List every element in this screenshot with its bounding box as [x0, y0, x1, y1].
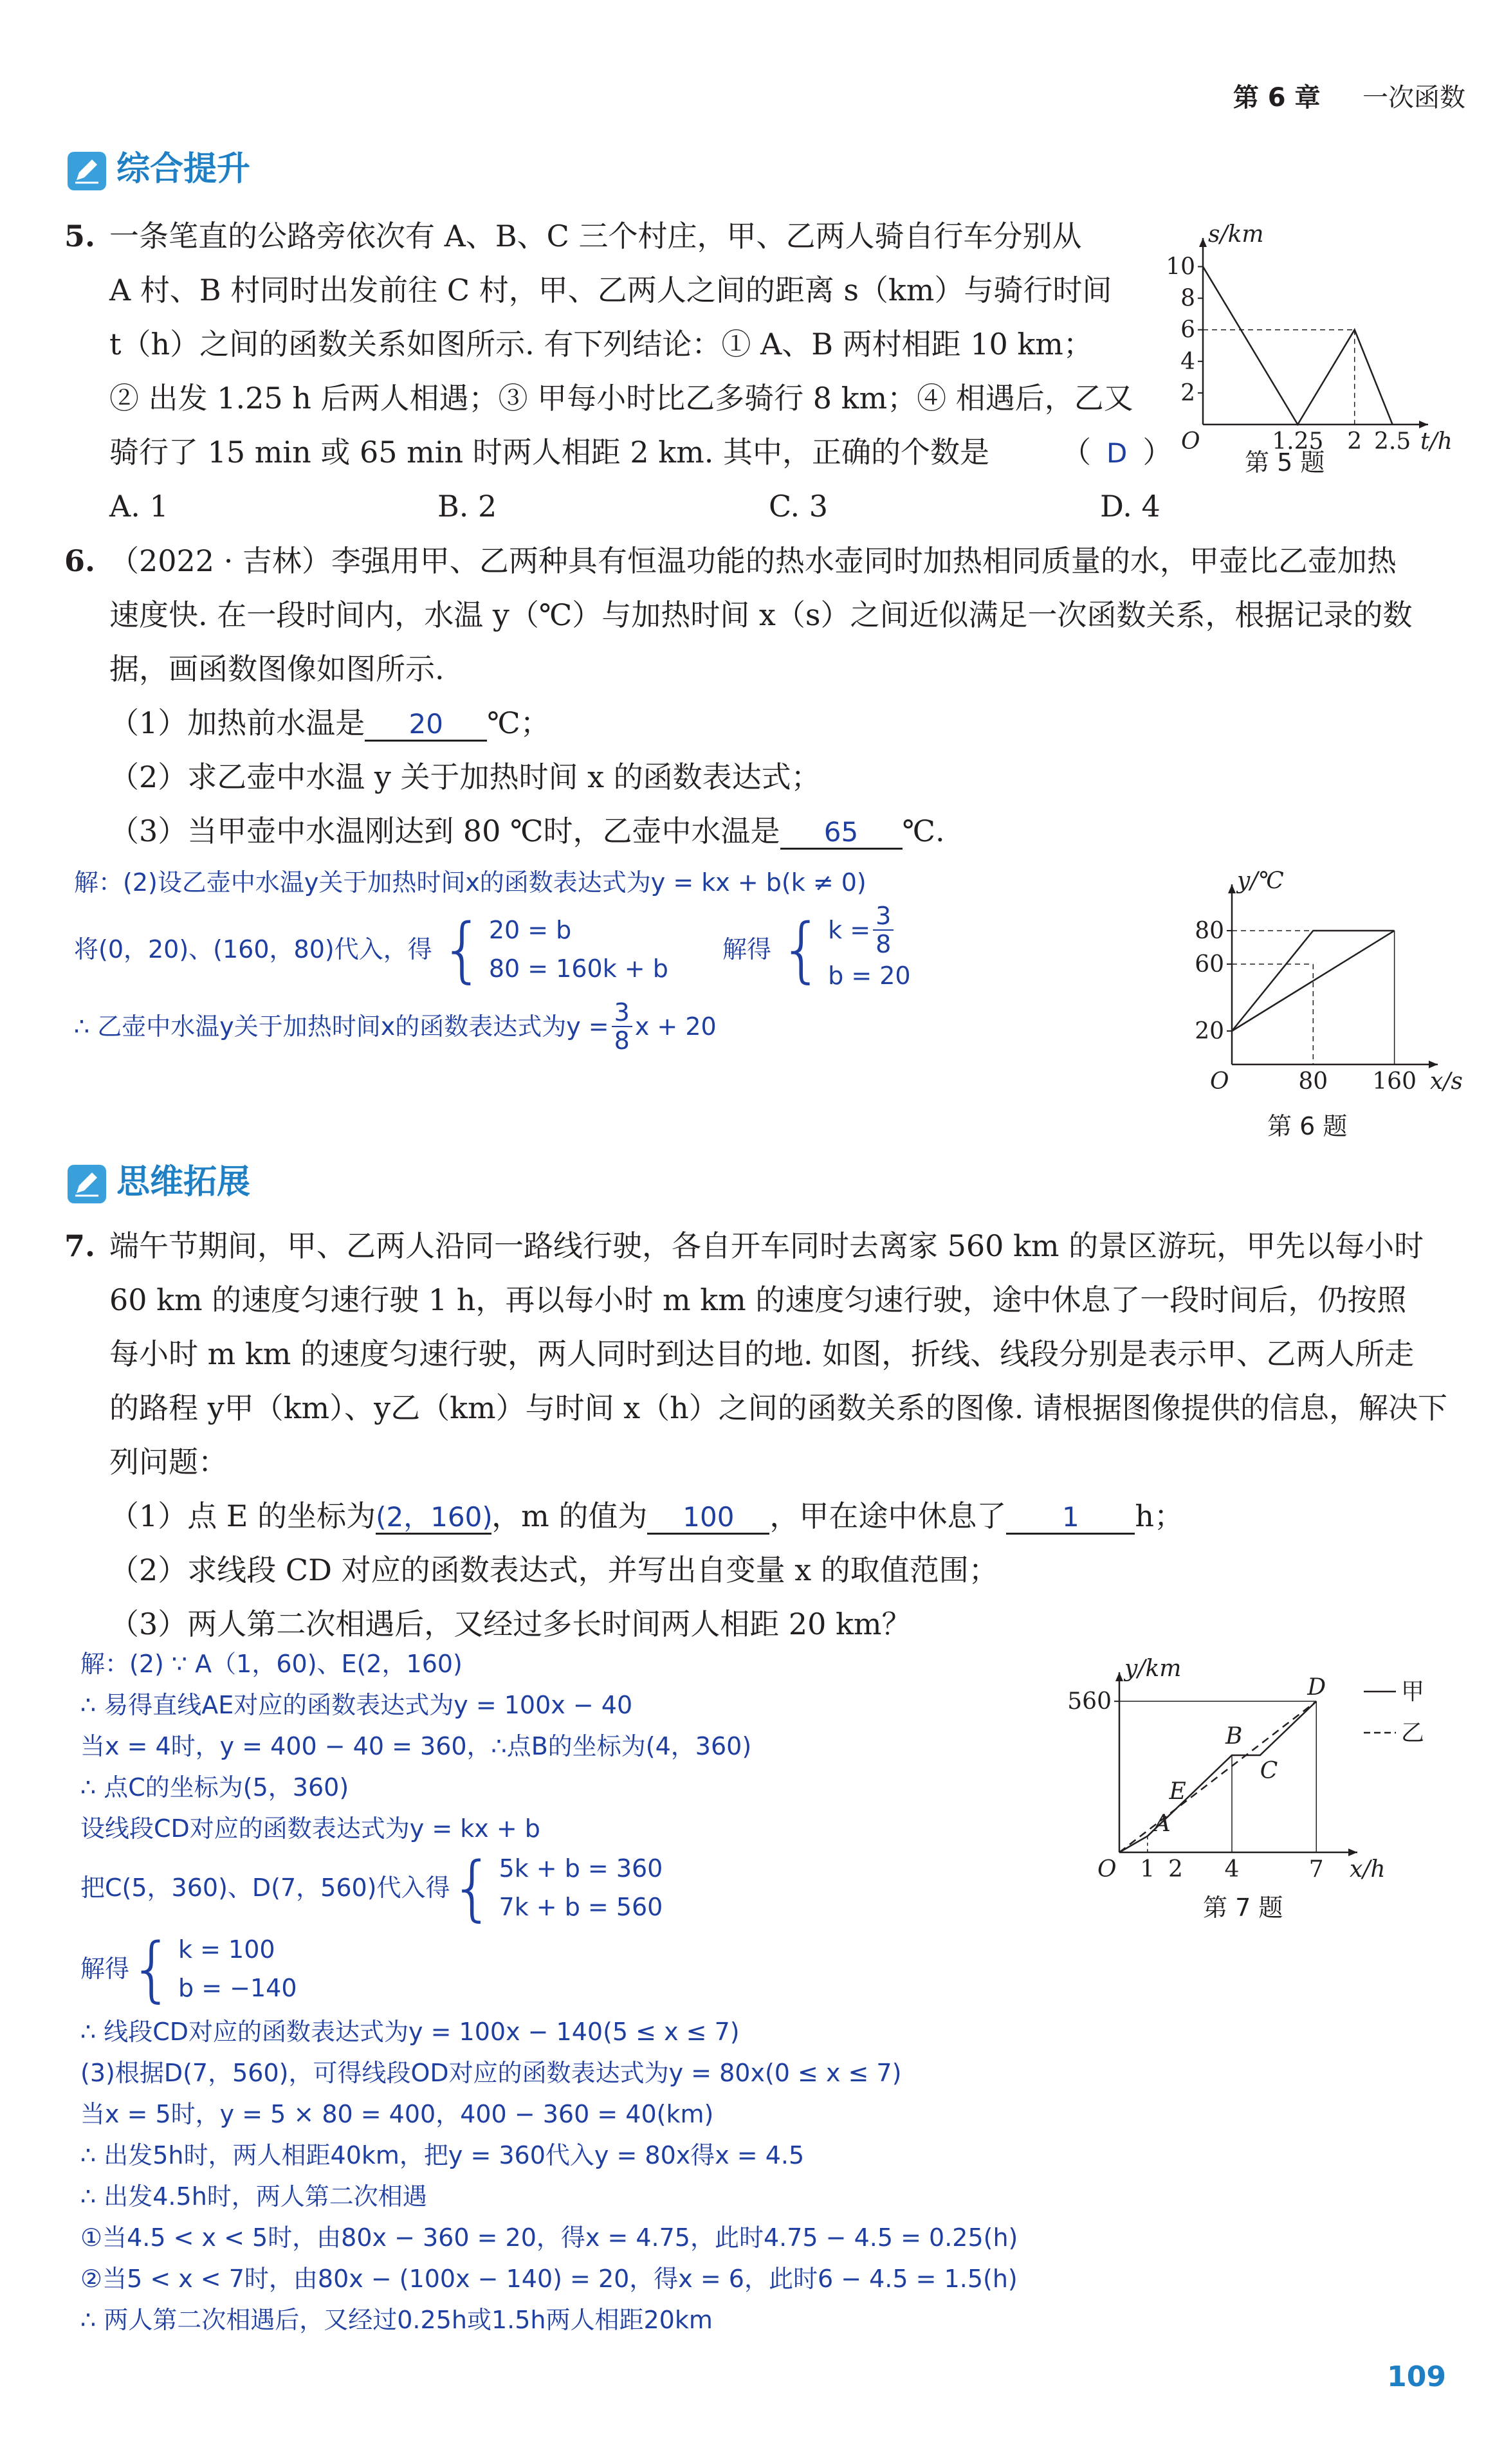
q5-caption: 第 5 题 — [1245, 448, 1325, 477]
q7-answer-3: 1 — [1061, 1501, 1079, 1533]
q5-line-4: ② 出发 1.25 h 后两人相遇；③ 甲每小时比乙多骑行 8 km；④ 相遇后，乙又 — [109, 381, 1133, 415]
series-line-yi — [1232, 931, 1395, 1031]
chart-q5 — [1151, 206, 1454, 476]
y-tick-label: 560 — [1067, 1688, 1112, 1715]
option-a: A. 1 — [109, 489, 169, 524]
point-label-c: C — [1260, 1758, 1278, 1785]
chart-q7 — [1055, 1653, 1454, 1891]
q6-sub-1: （1）加热前水温是 20 ℃； — [109, 706, 550, 740]
option-d: D. 4 — [1100, 489, 1160, 524]
y-tick-label: 10 — [1166, 253, 1195, 280]
q6-line-2: 速度快. 在一段时间内，水温 y（℃）与加热时间 x（s）之间近似满足一次函数关系，根据记录的数 — [109, 598, 1413, 632]
q7-sol-line-8: 当x = 5时，y = 5 × 80 = 400，400 − 360 = 40(km) — [80, 2100, 714, 2128]
origin-label: O — [1097, 1856, 1117, 1883]
q7-sol-line-3: 当x = 4时，y = 400 − 40 = 360，∴点B的坐标为(4，360) — [80, 1732, 752, 1760]
question-number: 6. — [64, 543, 96, 578]
chapter-title: 一次函数 — [1362, 83, 1465, 113]
section-title-2: 思维拓展 — [68, 1154, 250, 1203]
x-tick-label: 4 — [1224, 1856, 1240, 1883]
q6-answer-3: 65 — [823, 816, 859, 848]
question-number: 5. — [64, 219, 96, 253]
y-axis-arrow — [1228, 884, 1236, 893]
series-line-s — [1203, 267, 1393, 424]
y-tick-label: 8 — [1180, 285, 1195, 312]
q6-sub-3: （3）当甲壶中水温刚达到 80 ℃时，乙壶中水温是 65 ℃. — [109, 814, 945, 848]
x-tick-label: 80 — [1298, 1068, 1328, 1095]
page-header — [1233, 77, 1465, 114]
y-axis-arrow — [1115, 1672, 1123, 1681]
legend-label-yi: 乙 — [1401, 1720, 1425, 1746]
q7-solution — [80, 1643, 1018, 2341]
q7-sol-line-4: ∴ 点C的坐标为(5，360) — [80, 1773, 349, 1802]
question-number: 7. — [64, 1228, 96, 1263]
q7-line-4: 的路程 y甲（km）、y乙（km）与时间 x（h）之间的函数关系的图像. 请根据图像提供的信息，解决下 — [109, 1391, 1448, 1425]
y-tick-label: 2 — [1180, 379, 1195, 406]
y-tick-label: 6 — [1180, 316, 1195, 343]
q7-answer-1: (2，160) — [376, 1501, 493, 1533]
q6-line-3: 据，画函数图像如图所示. — [109, 652, 445, 686]
origin-label: O — [1210, 1068, 1229, 1095]
q7-sol-line-10: ∴ 出发4.5h时，两人第二次相遇 — [80, 2182, 427, 2211]
legend-label-jia: 甲 — [1401, 1679, 1425, 1705]
q6-caption: 第 6 题 — [1267, 1112, 1348, 1140]
q7-sol-line-12: ②当5 < x < 7时，由80x − (100x − 140) = 20，得x = 6，此时6 − 4.5 = 1.5(h) — [80, 2265, 1018, 2293]
q5-answer: D — [1106, 437, 1128, 469]
chart-q6 — [1171, 865, 1463, 1109]
q7-sol-line-9: ∴ 出发5h时，两人相距40km，把y = 360代入y = 80x得x = 4.5 — [80, 2141, 805, 2169]
point-label-a: A — [1153, 1810, 1171, 1837]
q7-sol-system-2: 解得{ k = 100 b = −140 — [80, 1928, 297, 2010]
q7-sol-line-5: 设线段CD对应的函数表达式为y = kx + b — [80, 1814, 540, 1843]
x-tick-label: 2 — [1347, 428, 1362, 455]
x-axis-label: x/s — [1430, 1068, 1463, 1095]
q7-line-3: 每小时 m km 的速度匀速行驶，两人同时到达目的地. 如图，折线、线段分别是表示甲、乙两人所走 — [109, 1337, 1415, 1371]
y-tick-label: 20 — [1195, 1018, 1224, 1045]
x-tick-label: 1.25 — [1272, 428, 1324, 455]
q6-sol-line-3: ∴ 乙壶中水温y关于加热时间x的函数表达式为y = $\frac{3}{8}$ x + 20 — [74, 998, 717, 1055]
q7-sol-line-6: ∴ 线段CD对应的函数表达式为y = 100x − 140(5 ≤ x ≤ 7) — [80, 2018, 740, 2046]
y-tick-label: 60 — [1195, 951, 1224, 978]
q5-line-3: t（h）之间的函数关系如图所示. 有下列结论：① A、B 两村相距 10 km； — [109, 327, 1093, 361]
answer-bracket: （ D ） — [1061, 435, 1173, 470]
q7-sub-3: （3）两人第二次相遇后，又经过多长时间两人相距 20 km？ — [109, 1607, 912, 1641]
q7-sol-system-1: 把C(5，360)、D(7，560)代入得{ 5k + b = 360 7k + b = 560 — [80, 1847, 663, 1929]
x-axis-arrow — [1429, 1061, 1438, 1068]
x-axis-label: t/h — [1420, 428, 1453, 455]
x-axis-arrow — [1419, 421, 1428, 428]
point-label-b: B — [1225, 1723, 1243, 1750]
q5-line-5: 骑行了 15 min 或 65 min 时两人相距 2 km. 其中，正确的个数是 （ D ） — [109, 425, 1203, 479]
pencil-icon — [68, 1165, 106, 1203]
q7-sub-1: （1）点 E 的坐标为(2，160)，m 的值为 100 ，甲在途中休息了 1 h； — [109, 1499, 1184, 1533]
q6-sol-line-2: 将(0，20)、(160，80)代入，得 { 20 = b 80 = 160k + b 解得 { k = $\frac{3}{8}$ b = 20 — [74, 902, 911, 990]
x-tick-label: 7 — [1308, 1856, 1324, 1883]
x-tick-label: 2.5 — [1374, 428, 1411, 455]
q7-sol-line-1: 解：(2) ∵ A（1，60)、E(2，160) — [80, 1650, 463, 1678]
section-title-1: 综合提升 — [68, 141, 250, 190]
x-axis-arrow — [1348, 1848, 1357, 1856]
point-label-e: E — [1169, 1778, 1186, 1805]
q6-sub-2: （2）求乙壶中水温 y 关于加热时间 x 的函数表达式； — [109, 760, 821, 794]
pencil-icon — [68, 152, 106, 190]
y-axis-label: y/℃ — [1237, 868, 1284, 894]
q7-line-2: 60 km 的速度匀速行驶 1 h，再以每小时 m km 的速度匀速行驶，途中休息了一段时间后，仍按照 — [109, 1282, 1407, 1317]
x-tick-label: 1 — [1140, 1856, 1155, 1883]
x-tick-label: 160 — [1372, 1068, 1417, 1095]
y-axis-label: s/km — [1208, 221, 1264, 248]
page-number: 109 — [1387, 2360, 1446, 2393]
q7-sol-line-2: ∴ 易得直线AE对应的函数表达式为y = 100x − 40 — [80, 1691, 633, 1719]
x-tick-label: 2 — [1168, 1856, 1183, 1883]
q7-sub-2: （2）求线段 CD 对应的函数表达式，并写出自变量 x 的取值范围； — [109, 1553, 998, 1587]
y-axis-label: y/km — [1124, 1656, 1182, 1682]
y-axis-arrow — [1199, 238, 1207, 247]
q7-line-5: 列问题： — [109, 1445, 228, 1479]
q6-line-1: （2022 · 吉林）李强用甲、乙两种具有恒温功能的热水壶同时加热相同质量的水，甲壶比乙壶加热 — [109, 543, 1397, 578]
x-axis-label: x/h — [1350, 1856, 1386, 1883]
y-tick-label: 4 — [1180, 348, 1195, 375]
origin-label: O — [1181, 428, 1200, 455]
point-label-d: D — [1307, 1674, 1326, 1701]
q6-solution — [74, 862, 867, 903]
q7-sol-line-13: ∴ 两人第二次相遇后，又经过0.25h或1.5h两人相距20km — [80, 2306, 713, 2334]
q7-line-1: 端午节期间，甲、乙两人沿同一路线行驶，各自开车同时去离家 560 km 的景区游玩，甲先以每小时 — [109, 1228, 1424, 1263]
option-c: C. 3 — [769, 489, 829, 524]
q6-sol-line-1: 解：(2)设乙壶中水温y关于加热时间x的函数表达式为y = kx + b(k ≠ 0) — [74, 868, 867, 897]
option-b: B. 2 — [437, 489, 497, 524]
series-line-yi — [1119, 1701, 1316, 1852]
q5-line-2: A 村、B 村同时出发前往 C 村，甲、乙两人之间的距离 s（km）与骑行时间 — [109, 273, 1112, 307]
q7-answer-2: 100 — [683, 1501, 735, 1533]
q6-answer-1: 20 — [408, 708, 443, 740]
q7-sol-line-11: ①当4.5 < x < 5时，由80x − 360 = 20，得x = 4.75，此时4.75 − 4.5 = 0.25(h) — [80, 2223, 1018, 2252]
q7-sol-line-7: (3)根据D(7，560)，可得线段OD对应的函数表达式为y = 80x(0 ≤ x ≤ 7) — [80, 2059, 902, 2087]
y-tick-label: 80 — [1195, 918, 1224, 944]
q5-line-1: 一条笔直的公路旁依次有 A、B、C 三个村庄，甲、乙两人骑自行车分别从 — [109, 219, 1082, 253]
q7-caption: 第 7 题 — [1203, 1894, 1283, 1922]
chapter-label: 第 6 章 — [1233, 83, 1321, 113]
